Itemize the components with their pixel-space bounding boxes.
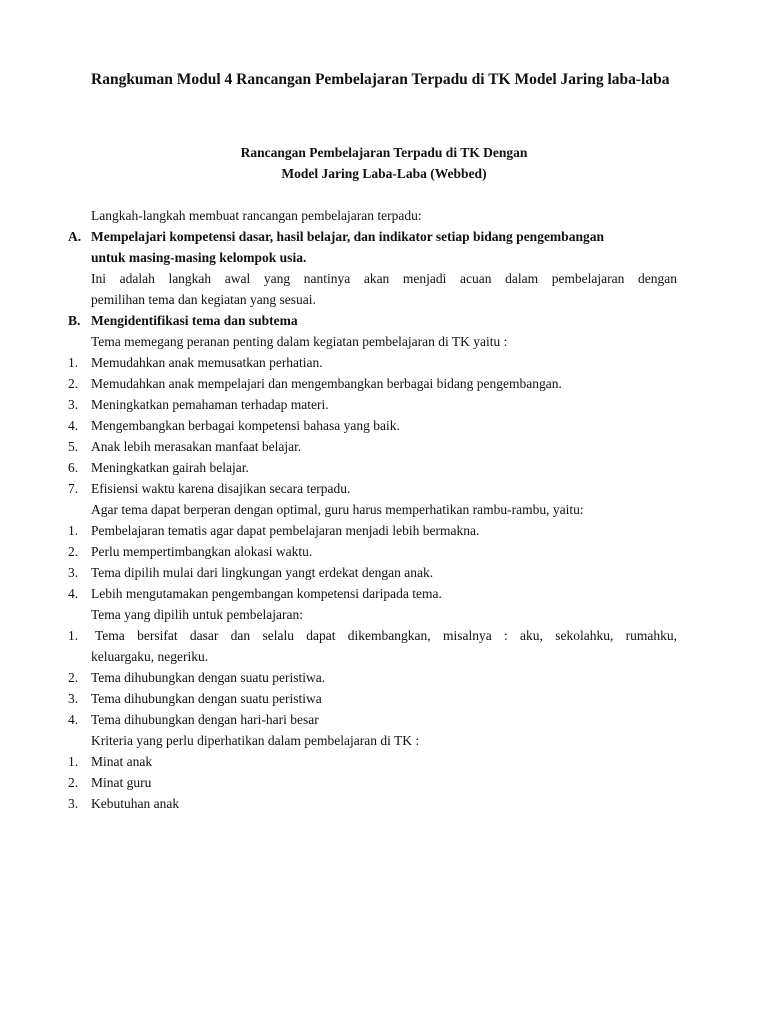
- section-b-marker: B.: [68, 313, 81, 328]
- list-item-text: Tema dipilih mulai dari lingkungan yangt erdekat dengan anak.: [91, 565, 434, 580]
- list-item-text: Tema dihubungkan dengan suatu peristiwa: [91, 691, 322, 706]
- guide-intro-text: Agar tema dapat berperan dengan optimal, guru harus memperhatikan rambu-rambu, yaitu:: [91, 502, 584, 517]
- document-body: [0, 205, 768, 814]
- section-a-heading-line-2: untuk masing-masing kelompok usia.: [91, 250, 307, 265]
- list-item-text: Meningkatkan pemahaman terhadap materi.: [91, 397, 329, 412]
- section-a-heading-line-1: Mempelajari kompetensi dasar, hasil belajar, dan indikator setiap bidang pengembangan: [91, 229, 604, 244]
- section-title-line-1: Rancangan Pembelajaran Terpadu di TK Dengan: [240, 145, 528, 160]
- list-item: [0, 709, 768, 730]
- list-item: [0, 478, 768, 499]
- section-a-paragraph-1: [0, 268, 768, 289]
- section-a-marker: A.: [68, 229, 82, 244]
- list-item: [0, 772, 768, 793]
- list-item-text: Kebutuhan anak: [91, 796, 180, 811]
- list-item: [0, 688, 768, 709]
- list-item: [0, 457, 768, 478]
- list-number: 3.: [68, 796, 79, 811]
- list-number: 2.: [68, 670, 79, 685]
- list-item-text: Perlu mempertimbangkan alokasi waktu.: [91, 544, 313, 559]
- list-item-text: Tema dihubungkan dengan hari-hari besar: [91, 712, 319, 727]
- role-intro-text: Tema memegang peranan penting dalam kegiatan pembelajaran di TK yaitu :: [91, 334, 508, 349]
- section-a-paragraph-line-1: Ini adalah langkah awal yang nantinya akan menjadi acuan dalam pembelajaran dengan: [91, 271, 677, 286]
- guide-intro: [0, 499, 768, 520]
- list-item-text: Mengembangkan berbagai kompetensi bahasa yang baik.: [91, 418, 400, 433]
- list-number: 4.: [68, 586, 79, 601]
- list-item-text: Memudahkan anak mempelajari dan mengembangkan berbagai bidang pengembangan.: [91, 376, 562, 391]
- list-item-text: Meningkatkan gairah belajar.: [91, 460, 249, 475]
- list-item-text: Pembelajaran tematis agar dapat pembelajaran menjadi lebih bermakna.: [91, 523, 480, 538]
- document-title: Rangkuman Modul 4 Rancangan Pembelajaran Terpadu di TK Model Jaring laba-laba: [91, 71, 670, 88]
- list-number: 4.: [68, 418, 79, 433]
- list-number: 5.: [68, 439, 79, 454]
- section-a-paragraph-2: [0, 289, 768, 310]
- list-number: 3.: [68, 565, 79, 580]
- list-item: [0, 436, 768, 457]
- chosen-intro-text: Tema yang dipilih untuk pembelajaran:: [91, 607, 303, 622]
- list-item-text: Memudahkan anak memusatkan perhatian.: [91, 355, 323, 370]
- list-number: 2.: [68, 544, 79, 559]
- role-intro: [0, 331, 768, 352]
- intro-line: [0, 205, 768, 226]
- list-item-text-cont: keluargaku, negeriku.: [91, 649, 209, 664]
- list-item: [0, 394, 768, 415]
- list-item: [0, 541, 768, 562]
- list-number: 6.: [68, 460, 79, 475]
- list-item: [0, 373, 768, 394]
- intro-text: Langkah-langkah membuat rancangan pembelajaran terpadu:: [91, 208, 422, 223]
- list-item: [0, 520, 768, 541]
- list-item: [0, 352, 768, 373]
- section-b-heading: [0, 310, 768, 331]
- list-number: 2.: [68, 376, 79, 391]
- list-item: [0, 415, 768, 436]
- list-item: [0, 625, 768, 646]
- section-a-paragraph-line-2: pemilihan tema dan kegiatan yang sesuai.: [91, 292, 316, 307]
- list-item-text: Lebih mengutamakan pengembangan kompetensi daripada tema.: [91, 586, 442, 601]
- section-a-heading: [0, 226, 768, 247]
- list-item: [0, 583, 768, 604]
- list-item-text: Minat guru: [91, 775, 152, 790]
- list-item-text: Efisiensi waktu karena disajikan secara terpadu.: [91, 481, 351, 496]
- criteria-intro-text: Kriteria yang perlu diperhatikan dalam pembelajaran di TK :: [91, 733, 420, 748]
- criteria-intro: [0, 730, 768, 751]
- list-item-cont: [0, 646, 768, 667]
- list-item-text: Minat anak: [91, 754, 153, 769]
- list-item: [0, 562, 768, 583]
- list-number: 3.: [68, 397, 79, 412]
- list-item-text: Tema dihubungkan dengan suatu peristiwa.: [91, 670, 326, 685]
- list-item: [0, 667, 768, 688]
- section-a-heading-cont: [0, 247, 768, 268]
- list-number: 1.: [68, 754, 79, 769]
- chosen-intro: [0, 604, 768, 625]
- list-item-text: Anak lebih merasakan manfaat belajar.: [91, 439, 302, 454]
- list-number: 4.: [68, 712, 79, 727]
- list-item: [0, 751, 768, 772]
- list-item-text: Tema bersifat dasar dan selalu dapat dikembangkan, misalnya : aku, sekolahku, rumahku,: [95, 628, 677, 643]
- list-number: 1.: [68, 523, 79, 538]
- section-title-line-2: Model Jaring Laba-Laba (Webbed): [281, 166, 487, 181]
- list-number: 7.: [68, 481, 79, 496]
- list-number: 1.: [68, 628, 79, 643]
- list-number: 1.: [68, 355, 79, 370]
- section-b-heading-text: Mengidentifikasi tema dan subtema: [91, 313, 298, 328]
- list-item: [0, 793, 768, 814]
- list-number: 2.: [68, 775, 79, 790]
- list-number: 3.: [68, 691, 79, 706]
